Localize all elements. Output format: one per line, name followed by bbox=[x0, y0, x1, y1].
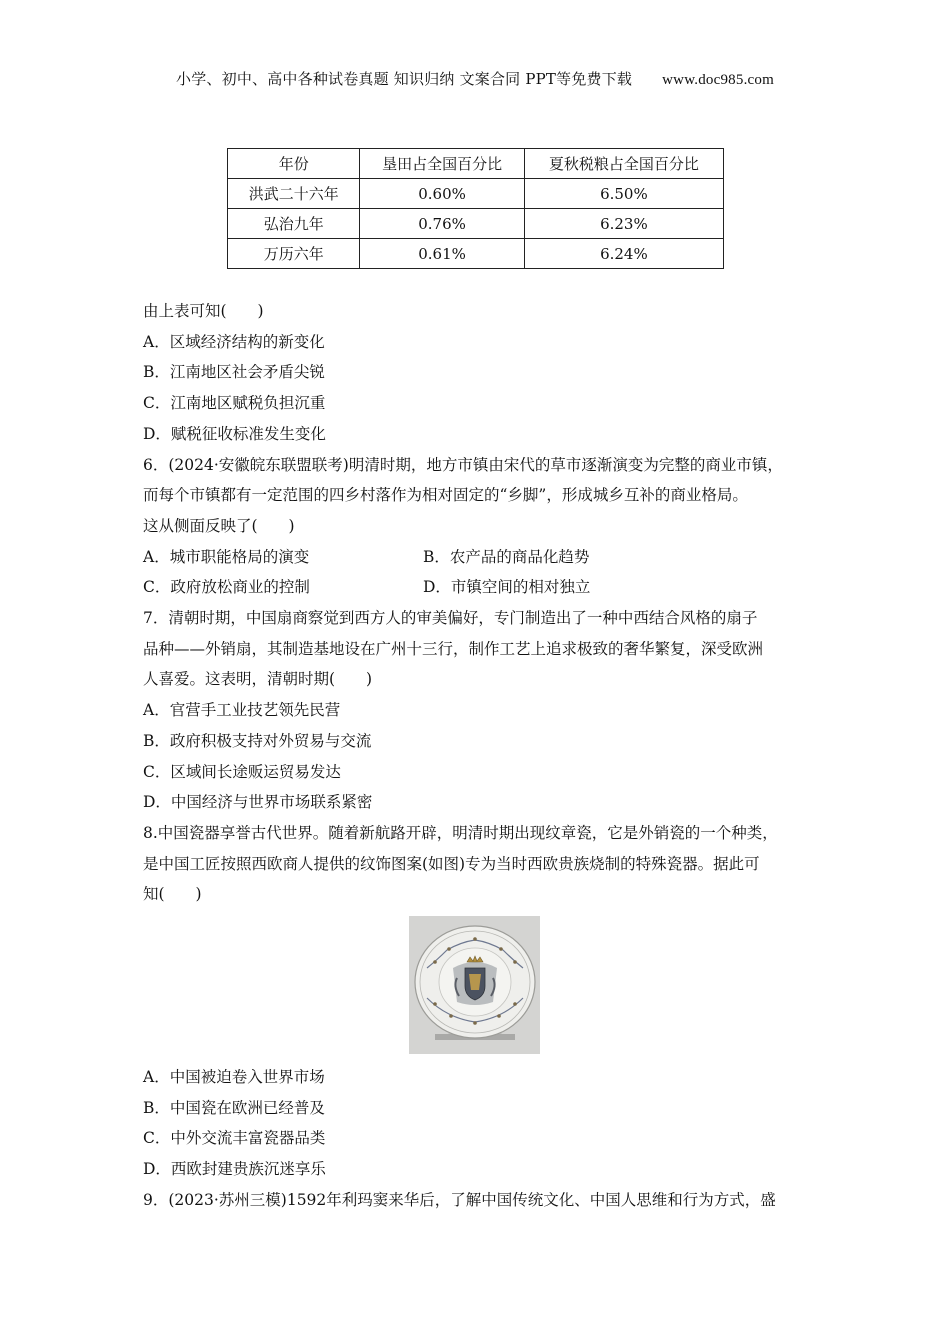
header-text: 小学、初中、高中各种试卷真题 知识归纳 文案合同 PPT等免费下载 bbox=[176, 70, 633, 88]
q6-options-row-2 bbox=[143, 572, 823, 603]
q6-stem-line-1: 6．(2024·安徽皖东联盟联考)明清时期，地方市镇由宋代的草市逐渐演变为完整的商业市镇， bbox=[143, 455, 783, 474]
table-cell: 洪武二十六年 bbox=[228, 179, 360, 209]
table-cell: 弘治九年 bbox=[228, 209, 360, 239]
q6-option-a: A．城市职能格局的演变 bbox=[143, 547, 310, 566]
q6-options-row-1 bbox=[143, 542, 823, 573]
q7-stem-line-3: 人喜爱。这表明，清朝时期( ) bbox=[143, 670, 373, 689]
table-header-cell: 夏秋税粮占全国百分比 bbox=[524, 149, 723, 179]
q7-option-b: B．政府积极支持对外贸易与交流 bbox=[143, 731, 372, 750]
q6-option-d: D．市镇空间的相对独立 bbox=[423, 578, 591, 597]
q6-option-c: C．政府放松商业的控制 bbox=[143, 578, 310, 597]
table-cell: 0.61% bbox=[360, 239, 524, 269]
q6-option-b: B．农产品的商品化趋势 bbox=[423, 547, 590, 566]
q7-option-a: A．官营手工业技艺领先民营 bbox=[143, 701, 341, 720]
table-row bbox=[228, 239, 724, 269]
q5-option-a: A．区域经济结构的新变化 bbox=[143, 332, 325, 351]
page-header bbox=[0, 68, 950, 89]
porcelain-plate-illustration bbox=[409, 916, 540, 1054]
q6-stem-line-3: 这从侧面反映了( ) bbox=[143, 516, 295, 535]
q8-option-c: C．中外交流丰富瓷器品类 bbox=[143, 1129, 326, 1148]
table-cell: 6.24% bbox=[524, 239, 723, 269]
q7-stem-line-2: 品种——外销扇，其制造基地设在广州十三行，制作工艺上追求极致的奢华繁复，深受欧洲 bbox=[143, 639, 764, 658]
table-cell: 0.76% bbox=[360, 209, 524, 239]
table-cell: 6.23% bbox=[524, 209, 723, 239]
q6-stem-line-2: 而每个市镇都有一定范围的四乡村落作为相对固定的“乡脚”，形成城乡互补的商业格局。 bbox=[143, 486, 748, 505]
q5-stem: 由上表可知( ) bbox=[143, 302, 264, 320]
q8-stem-line-3: 知( ) bbox=[143, 885, 202, 904]
armorial-plate-image bbox=[409, 916, 540, 1054]
table-cell: 万历六年 bbox=[228, 239, 360, 269]
table-row bbox=[228, 209, 724, 239]
table-cell: 0.60% bbox=[360, 179, 524, 209]
q7-option-d: D．中国经济与世界市场联系紧密 bbox=[143, 793, 373, 812]
q9-stem-line-1: 9．(2023·苏州三模)1592年利玛窦来华后，了解中国传统文化、中国人思维和行为方式，盛 bbox=[143, 1190, 776, 1209]
q8-stem-line-1: 8.中国瓷器享誉古代世界。随着新航路开辟，明清时期出现纹章瓷，它是外销瓷的一个种类， bbox=[143, 823, 778, 842]
table-cell: 6.50% bbox=[524, 179, 723, 209]
q8-option-a: A．中国被迫卷入世界市场 bbox=[143, 1068, 325, 1087]
q8-option-b: B．中国瓷在欧洲已经普及 bbox=[143, 1098, 325, 1117]
table-header-cell: 垦田占全国百分比 bbox=[360, 149, 524, 179]
statistics-table bbox=[227, 148, 724, 269]
q7-stem-line-1: 7．清朝时期，中国扇商察觉到西方人的审美偏好，专门制造出了一种中西结合风格的扇子 bbox=[143, 609, 758, 628]
table-header-row bbox=[228, 149, 724, 179]
table-row bbox=[228, 179, 724, 209]
q5-option-d: D．赋税征收标准发生变化 bbox=[143, 424, 326, 443]
header-site: www.doc985.com bbox=[662, 72, 774, 88]
q7-option-c: C．区域间长途贩运贸易发达 bbox=[143, 762, 341, 781]
q5-option-c: C．江南地区赋税负担沉重 bbox=[143, 394, 326, 413]
table-header-cell: 年份 bbox=[228, 149, 360, 179]
q5-option-b: B．江南地区社会矛盾尖锐 bbox=[143, 363, 325, 382]
question-content bbox=[143, 296, 823, 1216]
q8-stem-line-2: 是中国工匠按照西欧商人提供的纹饰图案(如图)专为当时西欧贵族烧制的特殊瓷器。据此可 bbox=[143, 854, 760, 873]
q8-option-d: D．西欧封建贵族沉迷享乐 bbox=[143, 1160, 326, 1179]
